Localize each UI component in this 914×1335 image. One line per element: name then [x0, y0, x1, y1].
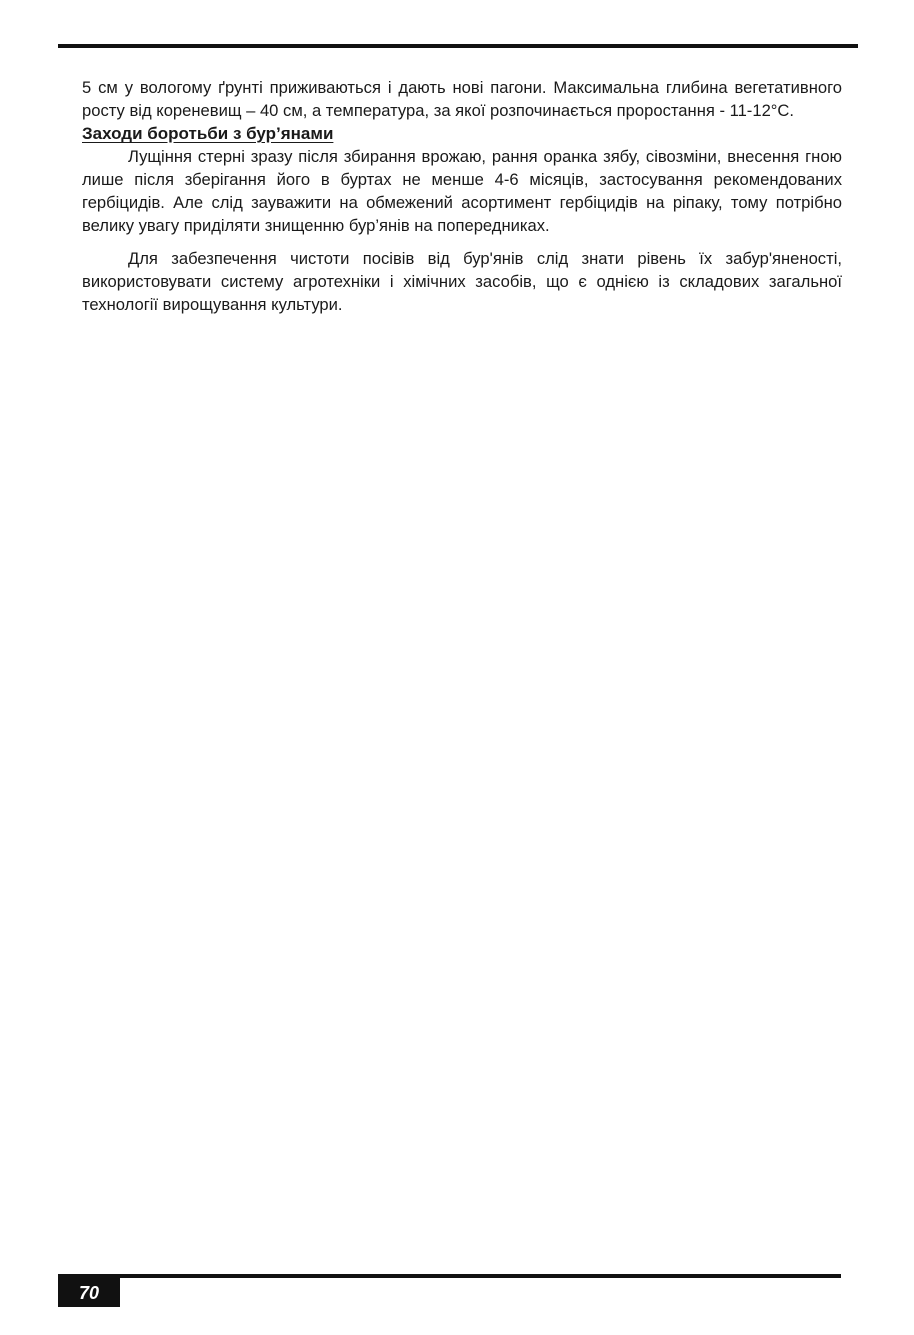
paragraph-weed-control: Лущіння стерні зразу після збирання врожаю, рання оранка зябу, сівозміни, внесення гною лише після зберігання його в буртах не менше 4-6 місяців, застосування рекомендованих гербіцидів. Але слід зауважити на обмежений асортимент гербіцидів на ріпаку, тому потрібно велику увагу приділяти знищенню бур’янів на попередниках.: [82, 147, 842, 235]
page-number: 70: [58, 1278, 120, 1307]
top-rule: [58, 44, 858, 48]
footer-rule: [58, 1274, 841, 1278]
paragraph-continuation: 5 см у вологому ґрунті приживаються і дають нові пагони. Максимальна глибина вегетативного росту від кореневищ – 40 см, а температура, за якої розпочинається проростання - 11-12°С.: [82, 78, 842, 120]
paragraph-crop-cleanliness: Для забезпечення чистоти посівів від бур'янів слід знати рівень їх забур'яненості, використовувати систему агротехніки і хімічних засобів, що є однією із складових загальної технології вирощування культури.: [82, 249, 842, 314]
section-heading: Заходи боротьби з бур’янами: [82, 124, 334, 143]
page-body: [82, 76, 842, 316]
